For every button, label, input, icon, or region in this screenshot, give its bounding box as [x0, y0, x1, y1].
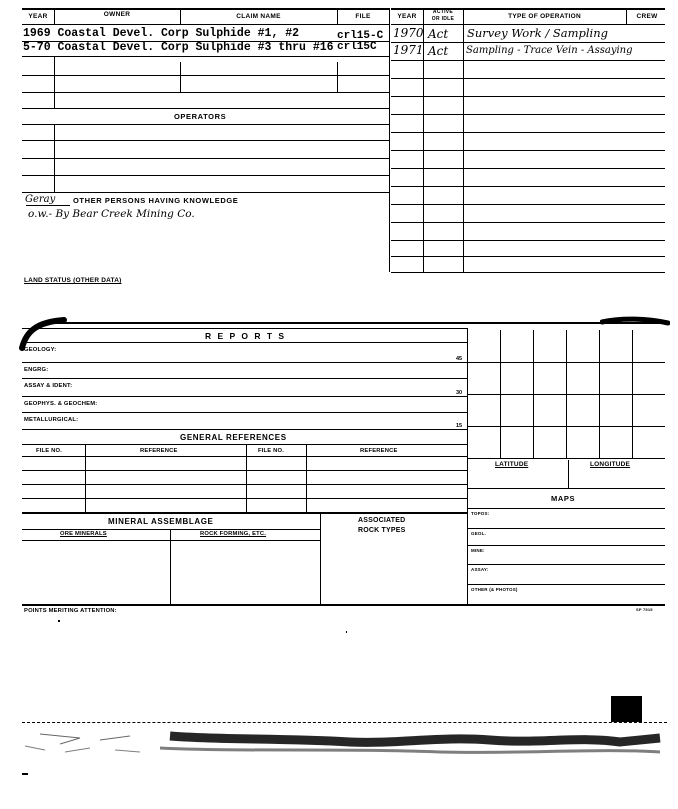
- rock-forming-label: ROCK FORMING, ETC.: [200, 531, 267, 537]
- rule: [391, 114, 665, 115]
- form-number: SP 7515: [636, 607, 653, 612]
- mineral-assemblage-heading: MINERAL ASSEMBLAGE: [108, 517, 214, 526]
- claim-row-2-file: crl15C: [337, 41, 377, 53]
- rule: [22, 140, 389, 141]
- other-persons-heading: OTHER PERSONS HAVING KNOWLEDGE: [73, 196, 239, 205]
- rule: [22, 328, 467, 329]
- rock-types-label: ROCK TYPES: [358, 527, 406, 534]
- rule: [22, 342, 467, 343]
- longitude-label: LONGITUDE: [590, 461, 631, 468]
- rule: [391, 42, 665, 43]
- rule: [467, 328, 468, 604]
- rule: [467, 426, 665, 427]
- rule: [22, 444, 467, 445]
- rule: [391, 240, 665, 241]
- maps-topos: TOPOS:: [471, 511, 490, 516]
- rule: [22, 484, 467, 485]
- rule: [467, 508, 665, 509]
- rule: [40, 322, 665, 324]
- header-act-year: YEAR: [397, 13, 417, 20]
- rule: [391, 96, 665, 97]
- header-claim-name: CLAIM NAME: [236, 13, 281, 20]
- header-file: FILE: [355, 13, 371, 20]
- points-meriting-label: POINTS MERITING ATTENTION:: [24, 608, 117, 614]
- maps-heading: MAPS: [551, 494, 576, 503]
- rule: [467, 458, 665, 459]
- rule: [180, 62, 181, 92]
- scan-block: [611, 696, 642, 722]
- general-references-heading: GENERAL REFERENCES: [180, 433, 287, 442]
- reports-heading: R E P O R T S: [205, 331, 287, 341]
- rule: [22, 378, 467, 379]
- rule: [320, 512, 321, 604]
- land-status-label: LAND STATUS (OTHER DATA): [24, 277, 122, 284]
- rule: [22, 24, 389, 25]
- rule: [22, 429, 467, 430]
- report-metallurgical: METALLURGICAL:: [24, 417, 79, 423]
- rule: [391, 60, 665, 61]
- rule: [467, 545, 665, 546]
- gr-col-ref-2: REFERENCE: [360, 448, 398, 454]
- maps-assay: ASSAY:: [471, 567, 489, 572]
- header-or-idle: OR IDLE: [431, 16, 455, 22]
- rule: [337, 62, 338, 92]
- rule: [22, 108, 389, 109]
- report-assay: ASSAY & IDENT:: [24, 383, 73, 389]
- rule: [22, 470, 467, 471]
- rule: [22, 175, 389, 176]
- scan-smudge-left: [18, 312, 68, 352]
- rule: [54, 56, 55, 108]
- rule: [391, 24, 665, 25]
- header-year: YEAR: [28, 13, 48, 20]
- scan-band: [20, 724, 668, 758]
- claim-row-1-file: crl15-C: [337, 30, 384, 42]
- rule: [22, 540, 320, 541]
- rule: [391, 222, 665, 223]
- rule: [54, 124, 55, 192]
- other-persons-note: o.w.- By Bear Creek Mining Co.: [28, 208, 195, 220]
- report-num-45: 45: [456, 356, 463, 362]
- ore-minerals-label: ORE MINERALS: [60, 531, 107, 537]
- header-operation: TYPE OF OPERATION: [508, 13, 581, 20]
- header-crew: CREW: [636, 13, 658, 20]
- rule: [22, 8, 389, 10]
- rule: [22, 56, 389, 57]
- act-row-2-year: 1971: [393, 43, 424, 57]
- scan-dot: [22, 773, 28, 775]
- rule: [26, 205, 70, 206]
- report-engrg: ENGRG:: [24, 367, 49, 373]
- rule: [22, 158, 389, 159]
- rule: [389, 8, 390, 272]
- rule: [467, 584, 665, 585]
- rule: [246, 444, 247, 512]
- scan-dot: [346, 631, 347, 633]
- rule: [467, 564, 665, 565]
- act-row-1-status: Act: [428, 27, 449, 41]
- act-row-2-operation: Sampling - Trace Vein - Assaying: [466, 45, 633, 56]
- report-num-30: 30: [456, 390, 463, 396]
- claim-row-2: 5-70 Coastal Devel. Corp Sulphide #3 thru #16: [23, 41, 334, 54]
- rule: [391, 168, 665, 169]
- header-active: ACTIVE: [432, 9, 454, 15]
- gr-col-file-2: FILE NO.: [258, 448, 285, 454]
- act-row-1-operation: Survey Work / Sampling: [467, 26, 608, 40]
- rule: [467, 488, 665, 489]
- rule: [467, 528, 665, 529]
- gr-col-file-1: FILE NO.: [36, 448, 63, 454]
- rule: [22, 498, 467, 499]
- rule: [22, 456, 467, 457]
- rule: [467, 362, 665, 363]
- gr-col-ref-1: REFERENCE: [140, 448, 178, 454]
- rule: [467, 394, 665, 395]
- rule: [568, 460, 569, 488]
- rule: [391, 204, 665, 205]
- scan-dot: [58, 620, 60, 622]
- rule: [391, 150, 665, 151]
- rule: [306, 444, 307, 512]
- rule: [22, 41, 389, 42]
- rule: [22, 124, 389, 125]
- rule: [22, 529, 320, 530]
- rule: [391, 256, 665, 257]
- rule: [85, 444, 86, 512]
- rule: [170, 529, 171, 604]
- associated-label: ASSOCIATED: [358, 517, 406, 524]
- claim-row-1: 1969 Coastal Devel. Corp Sulphide #1, #2: [23, 27, 300, 40]
- rule: [22, 362, 467, 363]
- latitude-label: LATITUDE: [495, 461, 529, 468]
- report-geophys: GEOPHYS. & GEOCHEM:: [24, 401, 98, 407]
- maps-geol: GEOL.: [471, 531, 487, 536]
- rule: [22, 92, 389, 93]
- rule: [22, 75, 389, 76]
- report-num-15: 15: [456, 423, 463, 429]
- rule: [22, 604, 665, 606]
- rule: [391, 272, 665, 273]
- maps-mine: MINE:: [471, 548, 485, 553]
- operators-heading: OPERATORS: [174, 112, 227, 121]
- rule: [22, 396, 467, 397]
- rule: [22, 512, 467, 514]
- act-row-1-year: 1970: [393, 26, 424, 40]
- rule: [22, 192, 389, 193]
- rule: [391, 186, 665, 187]
- header-owner: OWNER: [103, 11, 131, 18]
- rule: [391, 78, 665, 79]
- rule: [22, 722, 667, 723]
- other-persons-note-prefix: Geray: [25, 194, 56, 205]
- rule: [463, 8, 464, 272]
- rule: [391, 132, 665, 133]
- act-row-2-status: Act: [428, 44, 449, 58]
- rule: [22, 412, 467, 413]
- report-geology: GEOLOGY:: [24, 347, 57, 353]
- maps-other: OTHER (& PHOTOS): [471, 587, 518, 592]
